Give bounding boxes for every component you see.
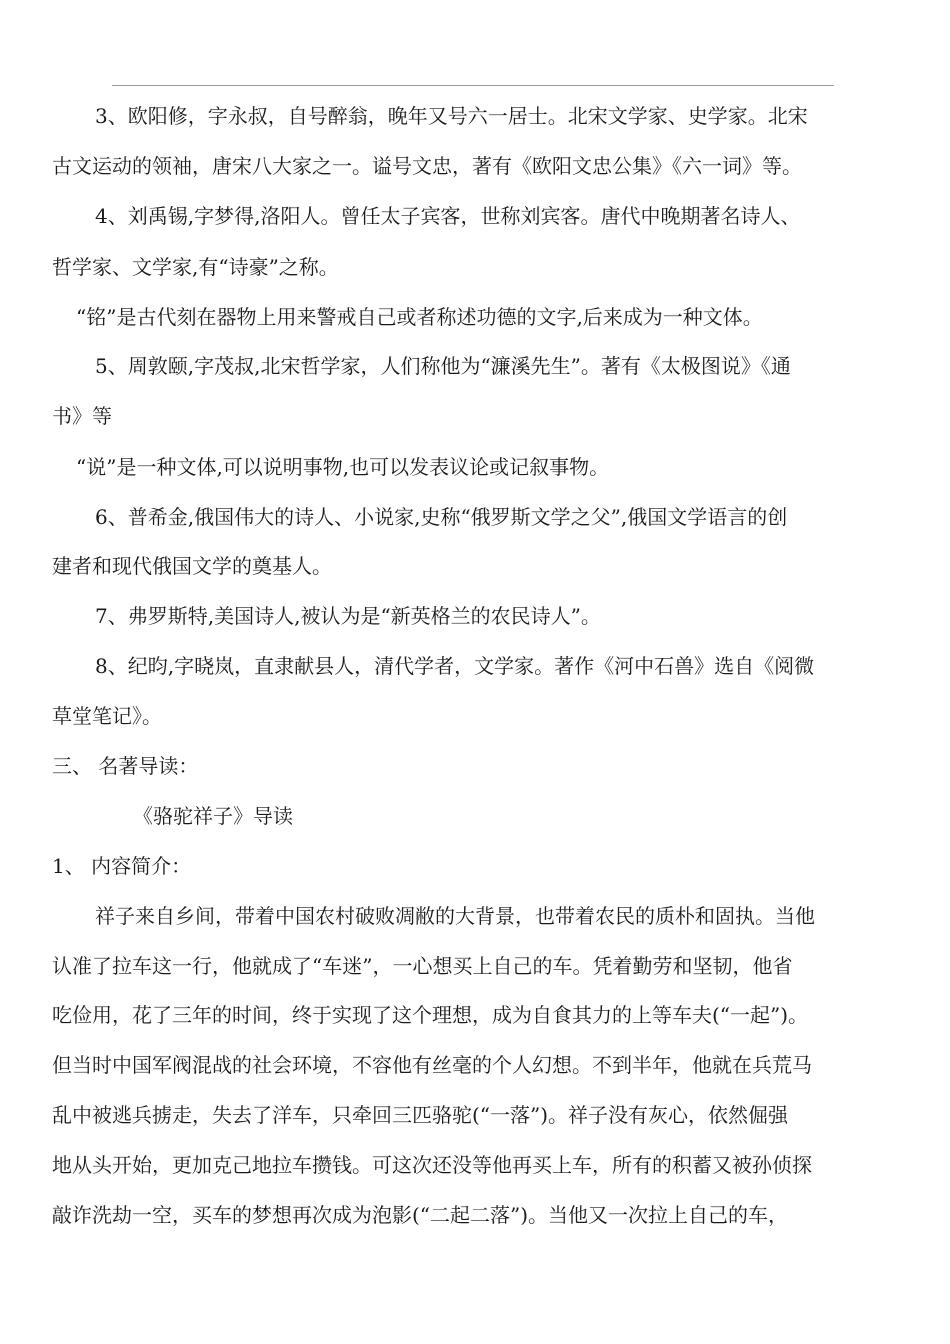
text-line: 但当时中国军阀混战的社会环境，不容他有丝毫的个人幻想。不到半年，他就在兵荒马 xyxy=(52,1053,812,1077)
text-line: 哲学家、文学家,有“诗豪”之称。 xyxy=(52,255,339,279)
text-line: “铭”是古代刻在器物上用来警戒自己或者称述功德的文字,后来成为一种文体。 xyxy=(76,305,763,329)
text-line: 5、周敦颐,字茂叔,北宋哲学家，人们称他为“濂溪先生”。著有《太极图说》《通 xyxy=(95,354,791,378)
text-line: 地从头开始，更加克己地拉车攒钱。可这次还没等他再买上车，所有的积蓄又被孙侦探 xyxy=(52,1153,812,1177)
text-line: 祥子来自乡间，带着中国农村破败凋敝的大背景，也带着农民的质朴和固执。当他 xyxy=(95,904,815,928)
text-line: 6、普希金,俄国伟大的诗人、小说家,史称“俄罗斯文学之父”,俄国文学语言的创 xyxy=(95,505,788,529)
text-line: 8、纪昀,字晓岚，直隶献县人，清代学者，文学家。著作《河中石兽》选自《阅微 xyxy=(95,654,815,678)
text-line: 4、刘禹锡,字梦得,洛阳人。曾任太子宾客，世称刘宾客。唐代中晚期著名诗人、 xyxy=(95,204,801,228)
subsection-heading: 1、 内容简介： xyxy=(52,854,192,878)
text-line: “说”是一种文体,可以说明事物,也可以发表议论或记叙事物。 xyxy=(76,455,610,479)
text-line: 3、欧阳修，字永叔，自号醉翁，晚年又号六一居士。北宋文学家、史学家。北宋 xyxy=(95,104,808,128)
text-line: 7、弗罗斯特,美国诗人,被认为是“新英格兰的农民诗人”。 xyxy=(95,604,601,628)
text-line: 书》等 xyxy=(52,404,112,428)
book-title: 《骆驼祥子》导读 xyxy=(133,804,293,828)
text-line: 乱中被逃兵掳走，失去了洋车，只牵回三匹骆驼(“一落”)。祥子没有灰心，依然倔强 xyxy=(52,1103,789,1127)
text-line: 敲诈洗劫一空，买车的梦想再次成为泡影(“二起二落”)。当他又一次拉上自己的车， xyxy=(52,1203,789,1227)
text-line: 认准了拉车这一行，他就成了“车迷”，一心想买上自己的车。凭着勤劳和坚韧，他省 xyxy=(52,954,793,978)
text-line: 草堂笔记》。 xyxy=(52,704,162,728)
text-line: 古文运动的领袖，唐宋八大家之一。谥号文忠，著有《欧阳文忠公集》《六一词》等。 xyxy=(52,154,802,178)
text-line: 吃俭用，花了三年的时间，终于实现了这个理想，成为自食其力的上等车夫(“一起”)。 xyxy=(52,1003,809,1027)
section-heading: 三、 名著导读： xyxy=(52,754,199,778)
text-line: 建者和现代俄国文学的奠基人。 xyxy=(52,554,332,578)
header-rule xyxy=(112,85,834,86)
